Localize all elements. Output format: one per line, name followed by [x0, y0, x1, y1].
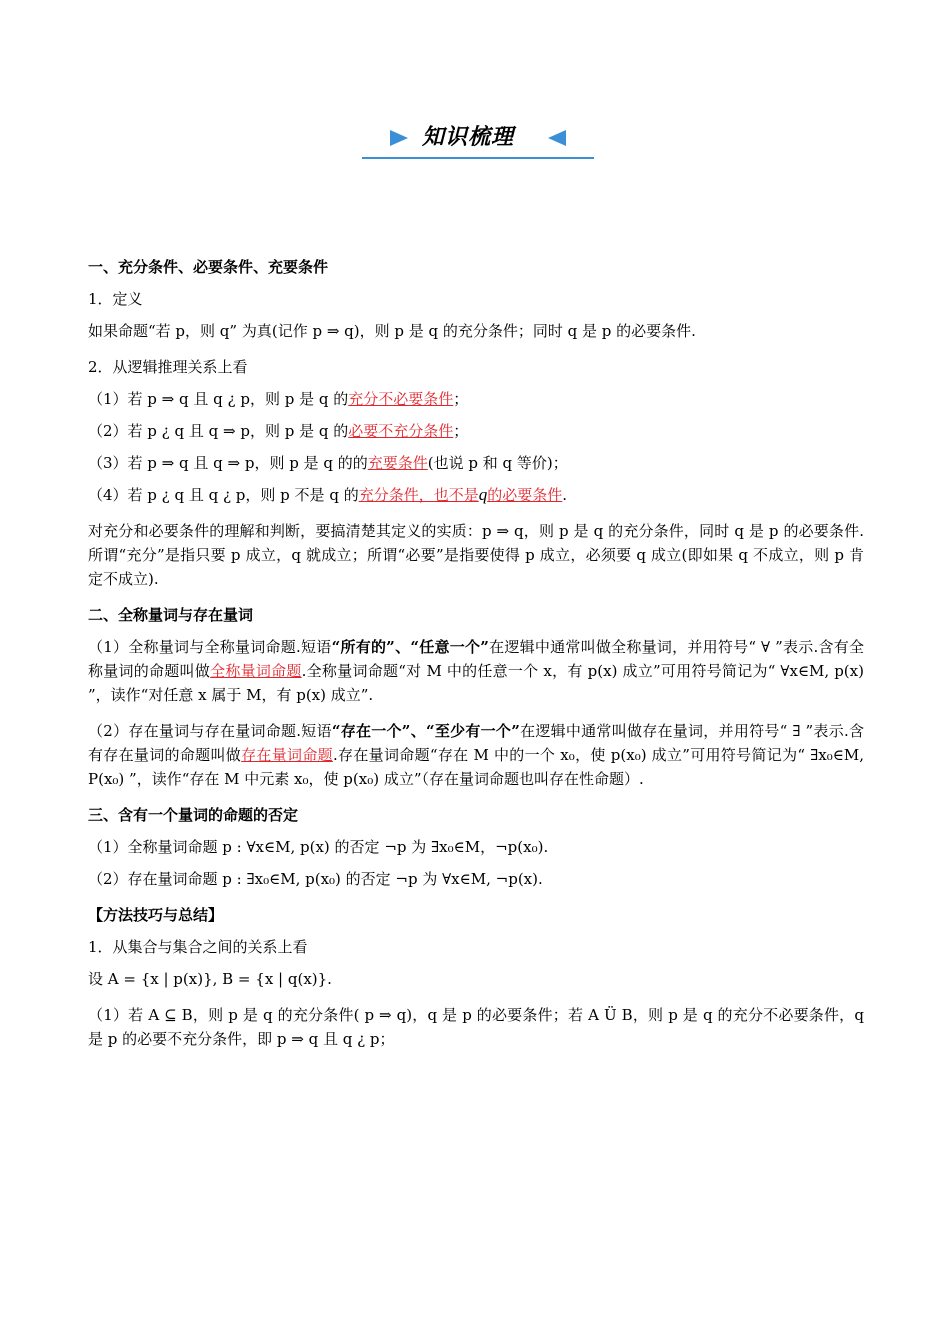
- list-item: （4）若 p ¿ q 且 q ¿ p，则 p 不是 q 的充分条件，也不是q的必要条件.: [88, 485, 568, 504]
- list-item: （1）若 p ⇒ q 且 q ¿ p，则 p 是 q 的充分不必要条件；: [88, 390, 469, 408]
- page-title: 知识梳理: [422, 125, 515, 150]
- set-relation-text: （1）若 A ⊆ B，则 p 是 q 的充分条件( p ⇒ q)，q 是 p 的必要条件；若 A Ü B，则 p 是 q 的充分不必要条件，q 是 p 的必要不充分条件，即 p ⇒ q 且 q ¿ p；: [88, 1006, 864, 1048]
- header-underline: [362, 157, 594, 159]
- subheading: 2．从逻辑推理关系上看: [88, 358, 248, 376]
- left-triangle-icon: [548, 130, 566, 146]
- negation-item: （2）存在量词命题 p : ∃x₀∈M, p(x₀) 的否定 ¬p 为 ∀x∈M, ¬p(x).: [88, 870, 543, 888]
- existential-quantifier-text: （2）存在量词与存在量词命题.短语“存在一个”、“至少有一个”在逻辑中通常叫做存在量词，并用符号“ ∃ ”表示.含有存在量词的命题叫做存在量词命题.存在量词命题“存在 M 中的一个 x₀，使 p(x₀) 成立”可用符号简记为“ ∃x₀∈M, P(x₀) ”，读作“存在 M 中元素 x₀，使 p(x₀) 成立”（存在量词命题也叫存在性命题）.: [88, 722, 864, 788]
- explanation-text: 对充分和必要条件的理解和判断，要搞清楚其定义的实质：p ⇒ q，则 p 是 q 的充分条件，同时 q 是 p 的必要条件.所谓“充分”是指只要 p 成立，q 就成立；所谓“必要”是指要使得 p 成立，必须要 q 成立(即如果 q 不成立，则 p 肯定不成立).: [88, 522, 864, 588]
- section-header: [362, 112, 594, 160]
- subheading: 1．从集合与集合之间的关系上看: [88, 938, 308, 956]
- subheading: 1．定义: [88, 290, 143, 308]
- definition-text: 如果命题“若 p，则 q” 为真(记作 p ⇒ q)，则 p 是 q 的充分条件；同时 q 是 p 的必要条件.: [88, 322, 696, 340]
- section-heading-3: 三、含有一个量词的命题的否定: [88, 806, 299, 824]
- set-definition: 设 A = {x | p(x)}, B = {x | q(x)}.: [88, 970, 332, 988]
- right-triangle-icon: [390, 130, 408, 146]
- list-item: （2）若 p ¿ q 且 q ⇒ p，则 p 是 q 的必要不充分条件；: [88, 422, 469, 440]
- method-heading: 【方法技巧与总结】: [88, 906, 224, 924]
- universal-quantifier-text: （1）全称量词与全称量词命题.短语“所有的”、“任意一个”在逻辑中通常叫做全称量词，并用符号“ ∀ ”表示.含有全称量词的命题叫做全称量词命题.全称量词命题“对 M 中的任意一个 x，有 p(x) 成立”可用符号简记为“ ∀x∈M, p(x) ”，读作“对任意 x 属于 M，有 p(x) 成立”.: [88, 638, 865, 704]
- section-heading-1: 一、充分条件、必要条件、充要条件: [88, 258, 329, 276]
- list-item: （3）若 p ⇒ q 且 q ⇒ p，则 p 是 q 的的充要条件(也说 p 和 q 等价)；: [88, 454, 568, 472]
- main-content: [88, 255, 864, 1063]
- negation-item: （1）全称量词命题 p : ∀x∈M, p(x) 的否定 ¬p 为 ∃x₀∈M，¬p(x₀).: [88, 838, 549, 856]
- section-heading-2: 二、全称量词与存在量词: [88, 606, 254, 624]
